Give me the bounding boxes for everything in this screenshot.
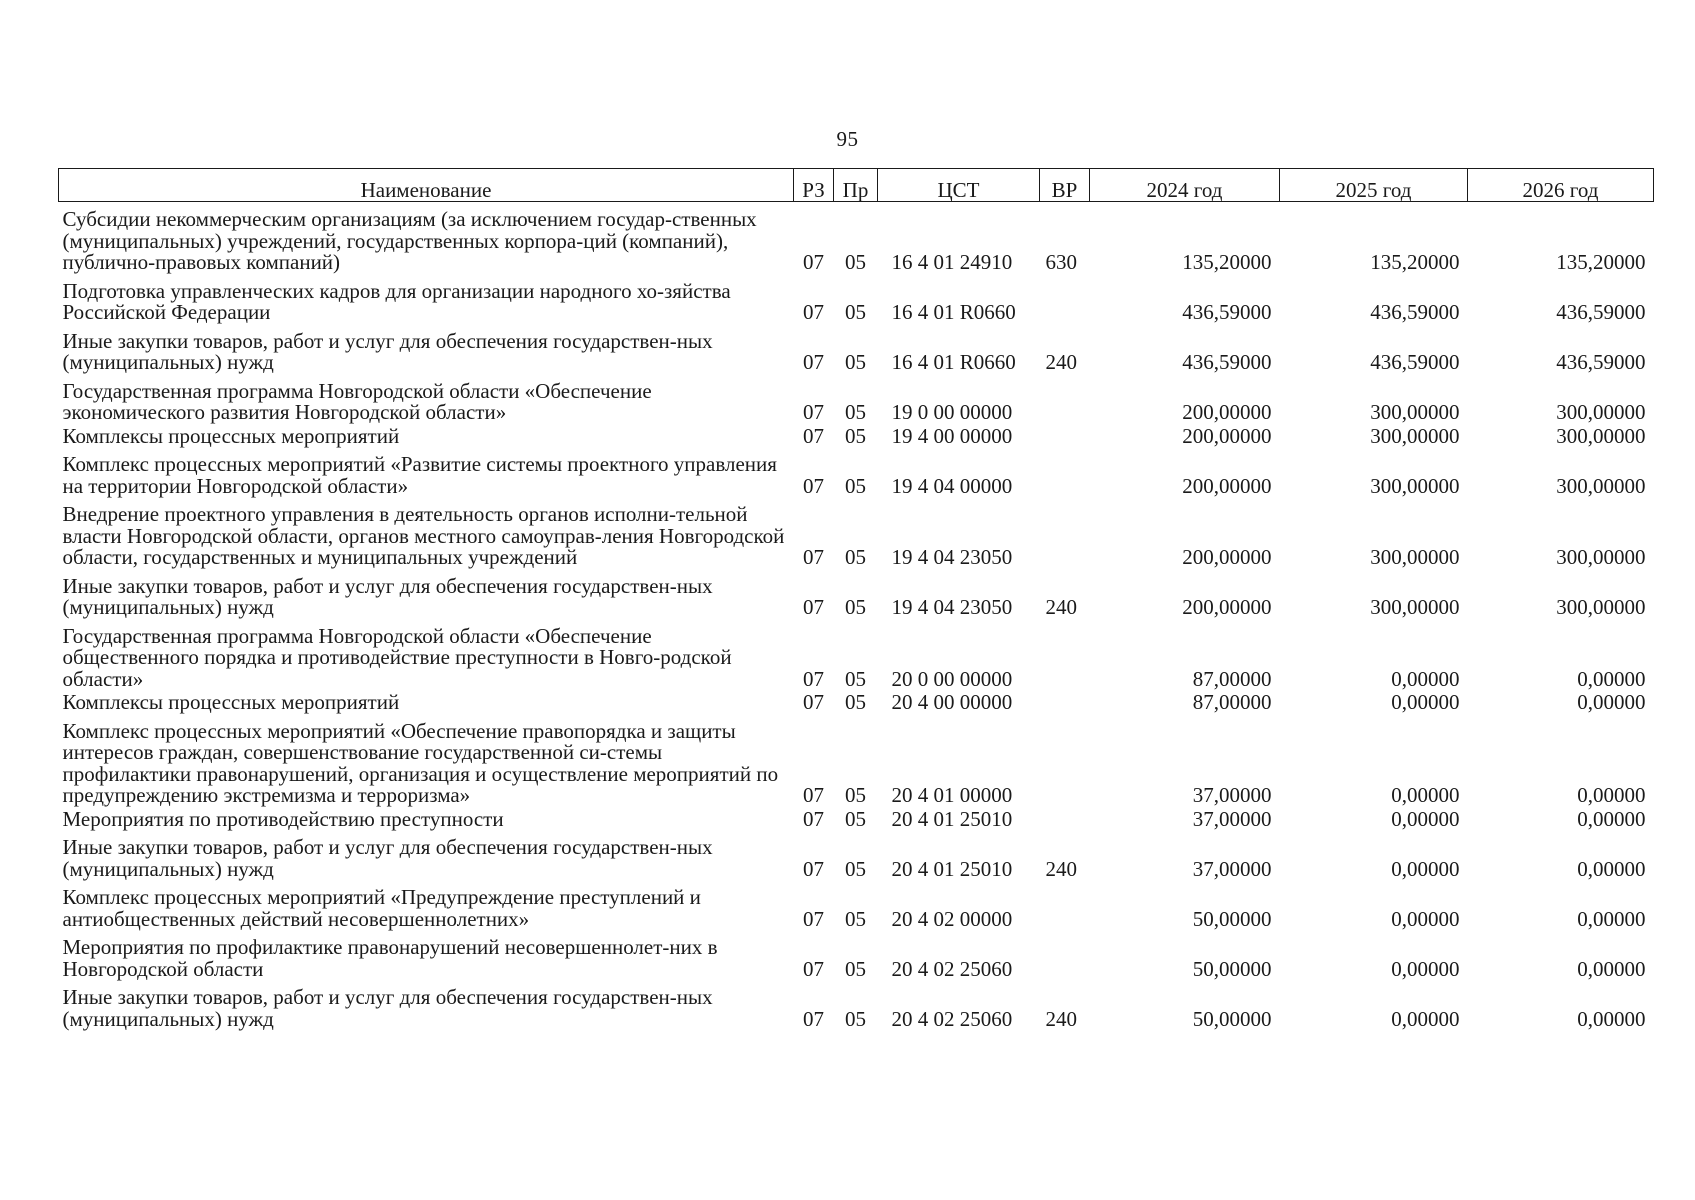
row-name: Мероприятия по профилактике правонарушений несовершеннолет-них в Новгородской области bbox=[62, 935, 718, 981]
row-cst: 20 0 00 00000 bbox=[891, 666, 1013, 691]
row-cst: 20 4 00 00000 bbox=[891, 690, 1013, 714]
row-2026: 436,59000 bbox=[1556, 300, 1646, 324]
row-2026: 0,00000 bbox=[1577, 906, 1646, 931]
row-2026: 300,00000 bbox=[1556, 400, 1646, 424]
table-row bbox=[59, 807, 1654, 831]
row-vr: 240 bbox=[1045, 856, 1077, 881]
row-2024: 50,00000 bbox=[1192, 956, 1272, 981]
table-header bbox=[59, 169, 1654, 202]
row-2024: 87,00000 bbox=[1192, 690, 1272, 714]
row-2026: 0,00000 bbox=[1577, 956, 1646, 981]
row-rz: 07 bbox=[803, 690, 824, 714]
row-cst: 19 4 04 23050 bbox=[891, 595, 1013, 619]
page-number: 95 bbox=[836, 127, 859, 151]
row-pr: 05 bbox=[845, 806, 866, 831]
header-rz: РЗ bbox=[794, 169, 834, 202]
row-2026: 300,00000 bbox=[1556, 423, 1646, 448]
row-pr: 05 bbox=[845, 783, 866, 807]
row-2026: 300,00000 bbox=[1556, 473, 1646, 498]
header-cst: ЦСТ bbox=[878, 169, 1040, 202]
row-pr: 05 bbox=[845, 666, 866, 691]
row-vr: 630 bbox=[1045, 250, 1077, 274]
row-2025: 300,00000 bbox=[1370, 595, 1460, 619]
header-row bbox=[59, 169, 1654, 202]
header-2026: 2026 год bbox=[1468, 169, 1654, 202]
row-vr bbox=[1040, 690, 1090, 714]
row-2026: 0,00000 bbox=[1577, 690, 1646, 714]
header-name: Наименование bbox=[59, 169, 794, 202]
row-pr: 05 bbox=[845, 1006, 866, 1031]
row-rz: 07 bbox=[803, 400, 824, 424]
row-rz: 07 bbox=[803, 806, 824, 831]
row-name: Комплекс процессных мероприятий «Обеспечение правопорядка и защиты интересов граждан, совершенствование государственной си-стемы профилактики правонарушений, организация и осуществление мероприятий по предупреждению экстремизма и терроризма» bbox=[62, 718, 779, 807]
row-pr: 05 bbox=[845, 423, 866, 448]
row-2025: 436,59000 bbox=[1370, 350, 1460, 374]
row-2024: 50,00000 bbox=[1192, 1006, 1272, 1031]
row-vr bbox=[1040, 807, 1090, 831]
row-vr bbox=[1040, 497, 1090, 569]
row-name: Иные закупки товаров, работ и услуг для обеспечения государствен-ных (муниципальных) нужд bbox=[62, 328, 713, 374]
row-pr: 05 bbox=[845, 906, 866, 931]
row-vr: 240 bbox=[1045, 595, 1077, 619]
row-2026: 436,59000 bbox=[1556, 350, 1646, 374]
row-vr: 240 bbox=[1045, 1006, 1077, 1031]
row-2025: 135,20000 bbox=[1370, 250, 1460, 274]
table-row bbox=[59, 424, 1654, 448]
row-cst: 20 4 01 00000 bbox=[891, 783, 1013, 807]
row-2024: 135,20000 bbox=[1182, 250, 1272, 274]
row-2024: 200,00000 bbox=[1182, 595, 1272, 619]
row-2024: 87,00000 bbox=[1192, 666, 1272, 691]
row-name: Государственная программа Новгородской области «Обеспечение общественного порядка и противодействие преступности в Новго-родской области» bbox=[62, 623, 732, 691]
row-2026: 0,00000 bbox=[1577, 856, 1646, 881]
row-cst: 20 4 01 25010 bbox=[891, 806, 1013, 831]
table-row bbox=[59, 690, 1654, 714]
row-name: Комплекс процессных мероприятий «Предупреждение преступлений и антиобщественных действий несовершеннолетних» bbox=[62, 885, 701, 931]
row-2026: 0,00000 bbox=[1577, 1006, 1646, 1031]
row-pr: 05 bbox=[845, 250, 866, 274]
row-2024: 200,00000 bbox=[1182, 545, 1272, 569]
row-2026: 300,00000 bbox=[1556, 545, 1646, 569]
row-rz: 07 bbox=[803, 545, 824, 569]
row-cst: 20 4 01 25010 bbox=[891, 856, 1013, 881]
row-vr bbox=[1040, 374, 1090, 424]
table-row bbox=[59, 980, 1654, 1030]
row-2026: 300,00000 bbox=[1556, 595, 1646, 619]
row-vr bbox=[1040, 447, 1090, 497]
row-2024: 436,59000 bbox=[1182, 350, 1272, 374]
row-2025: 300,00000 bbox=[1370, 473, 1460, 498]
row-2026: 0,00000 bbox=[1577, 783, 1646, 807]
row-2024: 200,00000 bbox=[1182, 473, 1272, 498]
row-vr bbox=[1040, 930, 1090, 980]
table-row bbox=[59, 619, 1654, 691]
row-2025: 0,00000 bbox=[1391, 1006, 1460, 1031]
header-2025: 2025 год bbox=[1280, 169, 1468, 202]
row-2024: 200,00000 bbox=[1182, 423, 1272, 448]
row-2025: 0,00000 bbox=[1391, 856, 1460, 881]
row-2025: 300,00000 bbox=[1370, 545, 1460, 569]
table-row bbox=[59, 447, 1654, 497]
row-name: Иные закупки товаров, работ и услуг для обеспечения государствен-ных (муниципальных) нужд bbox=[62, 985, 713, 1031]
table-row bbox=[59, 714, 1654, 807]
row-2025: 436,59000 bbox=[1370, 300, 1460, 324]
row-cst: 16 4 01 24910 bbox=[891, 250, 1013, 274]
row-cst: 16 4 01 R0660 bbox=[891, 300, 1016, 324]
row-name: Субсидии некоммерческим организациям (за исключением государ-ственных (муниципальных) учреждений, государственных корпора-ций (компаний), публично-правовых компаний) bbox=[62, 207, 757, 274]
header-2024: 2024 год bbox=[1090, 169, 1280, 202]
budget-table bbox=[58, 168, 1654, 1030]
row-vr: 240 bbox=[1045, 350, 1077, 374]
row-pr: 05 bbox=[845, 545, 866, 569]
table-row bbox=[59, 202, 1654, 274]
row-rz: 07 bbox=[803, 783, 824, 807]
row-pr: 05 bbox=[845, 400, 866, 424]
row-rz: 07 bbox=[803, 956, 824, 981]
table-row bbox=[59, 930, 1654, 980]
table-row bbox=[59, 830, 1654, 880]
row-name: Внедрение проектного управления в деятельность органов исполни-тельной власти Новгородской области, органов местного самоуправ-ления Новгородской области, государственных и муниципальных учреждений bbox=[62, 502, 785, 569]
row-pr: 05 bbox=[845, 856, 866, 881]
row-cst: 19 4 00 00000 bbox=[891, 423, 1013, 448]
row-2026: 0,00000 bbox=[1577, 666, 1646, 691]
row-2024: 50,00000 bbox=[1192, 906, 1272, 931]
table-row bbox=[59, 324, 1654, 374]
table-row bbox=[59, 274, 1654, 324]
row-2024: 37,00000 bbox=[1192, 783, 1272, 807]
row-rz: 07 bbox=[803, 906, 824, 931]
row-2025: 0,00000 bbox=[1391, 690, 1460, 714]
row-cst: 19 0 00 00000 bbox=[891, 400, 1013, 424]
row-vr bbox=[1040, 714, 1090, 807]
row-pr: 05 bbox=[845, 300, 866, 324]
row-vr bbox=[1040, 619, 1090, 691]
row-rz: 07 bbox=[803, 250, 824, 274]
row-rz: 07 bbox=[803, 595, 824, 619]
row-2026: 0,00000 bbox=[1577, 806, 1646, 831]
row-pr: 05 bbox=[845, 595, 866, 619]
row-rz: 07 bbox=[803, 423, 824, 448]
row-vr bbox=[1040, 424, 1090, 448]
row-name: Подготовка управленческих кадров для организации народного хо-зяйства Российской Федерации bbox=[62, 278, 731, 324]
row-name: Государственная программа Новгородской области «Обеспечение экономического развития Новгородской области» bbox=[62, 378, 652, 424]
row-rz: 07 bbox=[803, 350, 824, 374]
row-2025: 0,00000 bbox=[1391, 783, 1460, 807]
table-row bbox=[59, 497, 1654, 569]
row-pr: 05 bbox=[845, 473, 866, 498]
row-2025: 0,00000 bbox=[1391, 956, 1460, 981]
row-2025: 300,00000 bbox=[1370, 400, 1460, 424]
row-rz: 07 bbox=[803, 856, 824, 881]
row-2025: 0,00000 bbox=[1391, 906, 1460, 931]
row-cst: 20 4 02 25060 bbox=[891, 956, 1013, 981]
row-rz: 07 bbox=[803, 300, 824, 324]
row-vr bbox=[1040, 274, 1090, 324]
table-row bbox=[59, 569, 1654, 619]
row-2025: 0,00000 bbox=[1391, 666, 1460, 691]
row-2024: 436,59000 bbox=[1182, 300, 1272, 324]
row-name: Иные закупки товаров, работ и услуг для обеспечения государствен-ных (муниципальных) нужд bbox=[62, 835, 713, 881]
row-2024: 37,00000 bbox=[1192, 806, 1272, 831]
row-pr: 05 bbox=[845, 956, 866, 981]
row-2025: 300,00000 bbox=[1370, 423, 1460, 448]
row-vr bbox=[1040, 880, 1090, 930]
row-name: Комплексы процессных мероприятий bbox=[62, 423, 400, 448]
row-cst: 20 4 02 00000 bbox=[891, 906, 1013, 931]
row-rz: 07 bbox=[803, 473, 824, 498]
table-body bbox=[59, 202, 1654, 1031]
header-vr: ВР bbox=[1040, 169, 1090, 202]
row-cst: 19 4 04 00000 bbox=[891, 473, 1013, 498]
row-name: Комплексы процессных мероприятий bbox=[62, 690, 400, 714]
row-pr: 05 bbox=[845, 350, 866, 374]
row-2025: 0,00000 bbox=[1391, 806, 1460, 831]
row-2024: 37,00000 bbox=[1192, 856, 1272, 881]
row-rz: 07 bbox=[803, 666, 824, 691]
row-name: Комплекс процессных мероприятий «Развитие системы проектного управления на территории Новгородской области» bbox=[62, 452, 777, 498]
row-2024: 200,00000 bbox=[1182, 400, 1272, 424]
row-2026: 135,20000 bbox=[1556, 250, 1646, 274]
row-rz: 07 bbox=[803, 1006, 824, 1031]
table-row bbox=[59, 880, 1654, 930]
row-name: Иные закупки товаров, работ и услуг для обеспечения государствен-ных (муниципальных) нужд bbox=[62, 573, 713, 619]
row-cst: 20 4 02 25060 bbox=[891, 1006, 1013, 1031]
row-cst: 19 4 04 23050 bbox=[891, 545, 1013, 569]
row-name: Мероприятия по противодействию преступности bbox=[62, 806, 504, 831]
header-pr: Пр bbox=[834, 169, 878, 202]
row-cst: 16 4 01 R0660 bbox=[891, 350, 1016, 374]
table-row bbox=[59, 374, 1654, 424]
row-pr: 05 bbox=[845, 690, 866, 714]
